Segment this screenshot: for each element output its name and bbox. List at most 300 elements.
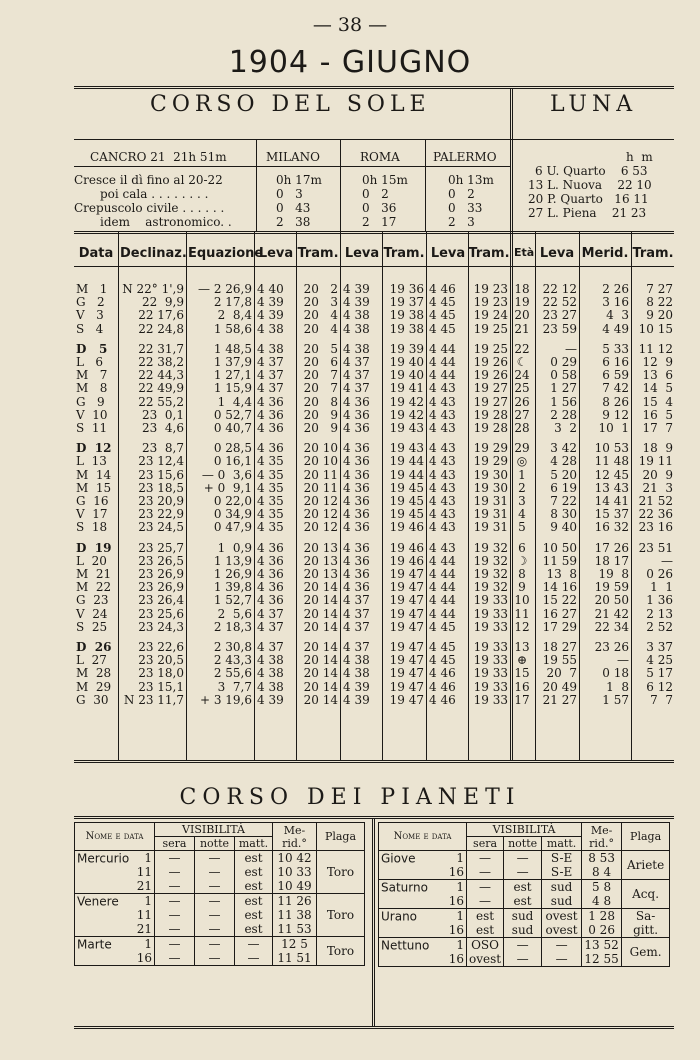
day-cell: 18 27 bbox=[542, 640, 577, 654]
day-cell: 4 39 bbox=[343, 692, 370, 707]
col-plaga: Plaga bbox=[622, 823, 670, 851]
day-cell: 15 bbox=[514, 666, 530, 681]
day-cell: 23 15,1 bbox=[138, 679, 184, 694]
day-cell: S 25 bbox=[76, 619, 108, 634]
planets-table bbox=[74, 822, 365, 966]
day-cell: 19 47 bbox=[389, 692, 424, 707]
planet-plaga: Toro bbox=[317, 894, 365, 937]
day-cell: 22 bbox=[514, 341, 530, 356]
planet-day: 1 bbox=[144, 851, 152, 865]
day-cell: 19 59 bbox=[594, 580, 629, 595]
milano-val-1: 0h 17m bbox=[276, 173, 322, 187]
day-cell: 20 13 bbox=[303, 567, 338, 581]
day-cell: 19 29 bbox=[473, 454, 508, 469]
day-cell: — bbox=[565, 341, 577, 356]
planet-sera-cell bbox=[155, 894, 195, 937]
planet-merid-cell bbox=[582, 909, 622, 938]
day-cell: 19 47 bbox=[389, 640, 424, 654]
planet-days bbox=[449, 909, 464, 937]
day-cell: 8 30 bbox=[550, 507, 577, 522]
day-cell: 4 43 bbox=[429, 520, 456, 535]
moon-hm: h m bbox=[626, 150, 653, 164]
day-cell: 20 50 bbox=[594, 593, 629, 608]
day-cell: 22 44,3 bbox=[138, 368, 184, 383]
day-cell: 4 36 bbox=[343, 480, 370, 495]
day-cell: 19 45 bbox=[389, 494, 424, 508]
col-leva-roma: Leva bbox=[344, 246, 380, 261]
day-cell: 20 49 bbox=[542, 679, 577, 694]
day-cell: 21 3 bbox=[642, 480, 673, 495]
day-cell: 0 34,9 bbox=[213, 507, 252, 522]
day-cell: 4 36 bbox=[343, 394, 370, 409]
divider bbox=[74, 266, 674, 267]
planet-merid: 13 52 bbox=[584, 938, 619, 952]
day-cell: 4 36 bbox=[343, 580, 370, 595]
day-cell: ☽ bbox=[516, 553, 528, 568]
day-cell: 23 26 bbox=[594, 640, 629, 654]
day-cell: 4 36 bbox=[257, 553, 284, 568]
day-cell: 19 26 bbox=[473, 368, 508, 383]
day-cell: 4 36 bbox=[343, 553, 370, 568]
day-cell: 16 5 bbox=[642, 407, 673, 422]
planet-name: Marte bbox=[77, 937, 112, 952]
day-cell: 20 14 bbox=[303, 619, 338, 634]
planet-sera: est bbox=[476, 909, 495, 923]
planet-row bbox=[379, 880, 670, 909]
planet-plaga: Gem. bbox=[622, 938, 670, 967]
planet-row bbox=[379, 851, 670, 880]
divider bbox=[340, 231, 341, 760]
day-cell: 19 28 bbox=[473, 407, 508, 422]
day-cell: 4 43 bbox=[429, 507, 456, 522]
day-cell: 20 14 bbox=[303, 666, 338, 681]
planet-matt: est bbox=[244, 894, 263, 908]
planet-name: Nettuno bbox=[381, 938, 430, 953]
day-cell: 23 27 bbox=[542, 308, 577, 323]
day-cell: 11 59 bbox=[542, 553, 577, 568]
day-cell: N 23 11,7 bbox=[123, 692, 184, 707]
day-cell: 23 4,6 bbox=[142, 421, 184, 435]
day-cell: 4 43 bbox=[429, 480, 456, 495]
divider bbox=[256, 139, 257, 231]
planet-plaga: Ariete bbox=[622, 851, 670, 880]
day-cell: 19 40 bbox=[389, 368, 424, 383]
roma-val-3: 0 36 bbox=[362, 201, 397, 215]
planet-day: 1 bbox=[456, 938, 464, 952]
planet-merid: 10 42 bbox=[277, 851, 312, 865]
day-cell: 19 40 bbox=[389, 355, 424, 369]
day-cell: 19 33 bbox=[473, 653, 508, 668]
day-cell: 19 bbox=[514, 295, 530, 310]
day-cell: 0 18 bbox=[602, 666, 629, 681]
day-cell: 20 14 bbox=[303, 606, 338, 621]
day-cell: 19 29 bbox=[473, 441, 508, 456]
planet-matt-cell bbox=[235, 894, 273, 937]
day-cell: 10 50 bbox=[542, 540, 577, 555]
day-cell: 22 17,6 bbox=[138, 308, 184, 323]
day-cell: 6 12 bbox=[646, 679, 673, 694]
planet-matt: ovest bbox=[545, 923, 578, 937]
day-cell: 19 38 bbox=[389, 321, 424, 336]
daylight-line-3: Crepuscolo civile . . . . . . bbox=[74, 201, 225, 215]
planet-row bbox=[379, 938, 670, 967]
day-cell: 22 55,2 bbox=[138, 394, 184, 409]
day-cell: 20 7 bbox=[303, 368, 338, 383]
day-cell: 4 37 bbox=[343, 355, 370, 369]
planet-matt-cell bbox=[235, 851, 273, 894]
day-cell: 4 37 bbox=[257, 619, 284, 634]
day-cell: 2 55,6 bbox=[213, 666, 252, 681]
col-leva-palermo: Leva bbox=[430, 246, 466, 261]
planet-merid: 8 53 bbox=[588, 851, 615, 865]
planet-sera: — bbox=[168, 922, 181, 936]
day-cell: 19 47 bbox=[389, 593, 424, 608]
planet-merid: 11 51 bbox=[277, 951, 312, 965]
daylight-line-2: poi cala . . . . . . . . bbox=[100, 187, 209, 201]
planet-sera: — bbox=[168, 908, 181, 922]
day-cell: 20 12 bbox=[303, 507, 338, 522]
day-cell: L 6 bbox=[76, 355, 104, 369]
day-cell: 11 12 bbox=[638, 341, 673, 356]
day-cell: 19 31 bbox=[473, 520, 508, 535]
day-cell: 15 37 bbox=[594, 507, 629, 522]
day-cell: 4 25 bbox=[646, 653, 673, 668]
day-cell: 20 9 bbox=[303, 421, 338, 435]
planet-matt: S-E bbox=[550, 851, 573, 865]
day-cell: 17 7 bbox=[642, 421, 673, 435]
day-cell: 8 22 bbox=[646, 295, 673, 310]
palermo-val-1: 0h 13m bbox=[448, 173, 494, 187]
planet-matt: est bbox=[244, 865, 263, 879]
page-title: 1904 - GIUGNO bbox=[228, 45, 472, 80]
day-cell: 4 39 bbox=[257, 308, 284, 323]
day-cell: M 21 bbox=[76, 567, 112, 581]
planet-matt: est bbox=[244, 879, 263, 893]
day-cell: 20 14 bbox=[303, 640, 338, 654]
day-cell: 6 19 bbox=[550, 480, 577, 495]
day-cell: 0 29 bbox=[550, 355, 577, 369]
day-cell: 4 38 bbox=[257, 653, 284, 668]
planet-name: Venere bbox=[77, 894, 119, 909]
planet-matt: est bbox=[244, 922, 263, 936]
planet-sera: — bbox=[168, 894, 181, 908]
day-cell: 14 16 bbox=[542, 580, 577, 595]
divider bbox=[535, 231, 536, 760]
divider bbox=[186, 231, 187, 760]
day-cell: 4 44 bbox=[429, 368, 456, 383]
day-cell: 19 26 bbox=[473, 355, 508, 369]
day-cell: 20 9 bbox=[303, 407, 338, 422]
moon-phase-1: 6 U. Quarto 6 53 bbox=[535, 164, 648, 178]
day-cell: 4 44 bbox=[429, 580, 456, 595]
day-cell: 4 43 bbox=[429, 540, 456, 555]
planet-matt-cell bbox=[235, 937, 273, 966]
day-cell: 4 36 bbox=[257, 394, 284, 409]
day-cell: 19 8 bbox=[598, 567, 629, 581]
col-equazione: Equazione bbox=[188, 246, 264, 261]
day-cell: 9 40 bbox=[550, 520, 577, 535]
daylight-line-1: Cresce il dì fino al 20-22 bbox=[74, 173, 223, 187]
planet-notte: — bbox=[208, 908, 221, 922]
day-cell: 23 25,6 bbox=[138, 606, 184, 621]
planet-days bbox=[449, 938, 464, 966]
planet-matt-cell bbox=[542, 851, 582, 880]
planet-name-cell bbox=[379, 938, 467, 967]
planet-sera-cell bbox=[155, 937, 195, 966]
day-cell: 4 35 bbox=[257, 454, 284, 469]
day-cell: 19 42 bbox=[389, 394, 424, 409]
planet-plaga: Acq. bbox=[622, 880, 670, 909]
col-eta: Età bbox=[514, 246, 535, 259]
day-cell: 4 36 bbox=[257, 407, 284, 422]
divider bbox=[340, 139, 341, 231]
planet-days bbox=[137, 937, 152, 965]
moon-header: LUNA bbox=[550, 92, 638, 117]
planet-merid-cell bbox=[273, 851, 317, 894]
day-cell: 1 58,6 bbox=[213, 321, 252, 336]
day-cell: 4 36 bbox=[257, 441, 284, 456]
divider bbox=[372, 818, 375, 1026]
day-cell: 4 36 bbox=[343, 567, 370, 581]
day-cell: 2 17,8 bbox=[213, 295, 252, 310]
planet-merid-cell bbox=[273, 937, 317, 966]
planet-matt: S-E bbox=[550, 865, 573, 879]
day-cell: 20 2 bbox=[303, 282, 338, 296]
day-cell: 4 37 bbox=[257, 606, 284, 621]
day-cell: 3 37 bbox=[646, 640, 673, 654]
day-cell: 4 45 bbox=[429, 619, 456, 634]
day-cell: S 11 bbox=[76, 421, 108, 435]
day-cell: 19 36 bbox=[389, 282, 424, 296]
col-tram-milano: Tram. bbox=[297, 246, 339, 261]
planet-sera: — bbox=[168, 865, 181, 879]
day-cell: 20 5 bbox=[303, 341, 338, 356]
planet-sera: — bbox=[168, 951, 181, 965]
day-cell: 19 42 bbox=[389, 407, 424, 422]
day-cell: — bbox=[617, 653, 629, 668]
planet-merid-cell bbox=[582, 938, 622, 967]
day-cell: 23 22,6 bbox=[138, 640, 184, 654]
day-cell: 1 56 bbox=[550, 394, 577, 409]
day-cell: 4 44 bbox=[429, 341, 456, 356]
day-cell: 17 bbox=[514, 692, 530, 707]
day-cell: 23 22,9 bbox=[138, 507, 184, 522]
page-number: — 38 — bbox=[312, 14, 388, 36]
day-cell: 4 40 bbox=[257, 282, 284, 296]
day-cell: 16 32 bbox=[594, 520, 629, 535]
day-cell: — bbox=[661, 553, 673, 568]
day-cell: 20 14 bbox=[303, 580, 338, 595]
day-cell: 3 2 bbox=[554, 421, 577, 435]
day-cell: 22 9,9 bbox=[142, 295, 184, 310]
day-cell: 4 36 bbox=[343, 507, 370, 522]
planet-merid: 8 4 bbox=[592, 865, 612, 879]
day-cell: 6 16 bbox=[602, 355, 629, 369]
day-cell: 4 36 bbox=[343, 454, 370, 469]
day-cell: 4 45 bbox=[429, 653, 456, 668]
day-cell: 1 57 bbox=[602, 692, 629, 707]
day-cell: 19 33 bbox=[473, 666, 508, 681]
day-cell: 22 24,8 bbox=[138, 321, 184, 336]
planet-merid: 0 26 bbox=[588, 923, 615, 937]
day-cell: 20 10 bbox=[303, 441, 338, 456]
planet-merid-cell bbox=[582, 851, 622, 880]
planet-merid: 1 28 bbox=[588, 909, 615, 923]
planet-notte: — bbox=[516, 938, 529, 952]
planet-matt-cell bbox=[542, 880, 582, 909]
day-cell: 20 13 bbox=[303, 540, 338, 555]
day-cell: 19 47 bbox=[389, 666, 424, 681]
day-cell: 3 42 bbox=[550, 441, 577, 456]
day-cell: 4 38 bbox=[343, 653, 370, 668]
planet-merid: 12 5 bbox=[281, 937, 308, 951]
day-cell: 20 14 bbox=[303, 593, 338, 608]
day-cell: 18 9 bbox=[642, 441, 673, 456]
divider bbox=[426, 231, 427, 760]
col-matt: matt. bbox=[235, 837, 273, 851]
day-cell: 2 8,4 bbox=[217, 308, 252, 323]
day-cell: 13 6 bbox=[642, 368, 673, 383]
planet-matt: est bbox=[244, 851, 263, 865]
moon-phase-4: 27 L. Piena 21 23 bbox=[528, 206, 647, 220]
day-cell: M 14 bbox=[76, 467, 112, 482]
planet-merid: 10 33 bbox=[277, 865, 312, 879]
planet-merid: 10 49 bbox=[277, 879, 312, 893]
planet-day: 16 bbox=[136, 951, 152, 965]
planet-notte-cell bbox=[195, 851, 235, 894]
planet-merid: 11 53 bbox=[277, 922, 312, 936]
planet-plaga: Sa- gitt. bbox=[622, 909, 670, 938]
day-cell: 2 52 bbox=[646, 619, 673, 634]
day-cell: 19 37 bbox=[389, 295, 424, 310]
planet-notte: — bbox=[208, 851, 221, 865]
day-cell: 5 33 bbox=[602, 341, 629, 356]
day-cell: 19 30 bbox=[473, 467, 508, 482]
day-cell: 4 45 bbox=[429, 308, 456, 323]
day-cell: 19 46 bbox=[389, 553, 424, 568]
planet-merid-cell bbox=[273, 894, 317, 937]
day-cell: 2 28 bbox=[550, 407, 577, 422]
planet-day: 16 bbox=[448, 952, 464, 966]
day-cell: 1 27,1 bbox=[213, 368, 252, 383]
day-cell: 22 38,2 bbox=[138, 355, 184, 369]
col-visibilita: VISIBILITÀ bbox=[155, 823, 273, 837]
planet-notte: — bbox=[208, 922, 221, 936]
day-cell: 4 36 bbox=[257, 580, 284, 595]
day-cell: 4 35 bbox=[257, 507, 284, 522]
moon-phase-3: 20 P. Quarto 16 11 bbox=[528, 192, 649, 206]
day-cell: ⊕ bbox=[516, 653, 528, 668]
day-cell: 15 22 bbox=[542, 593, 577, 608]
day-cell: 4 36 bbox=[257, 540, 284, 555]
day-cell: 19 30 bbox=[473, 480, 508, 495]
col-visibilita: VISIBILITÀ bbox=[467, 823, 582, 837]
planet-sera: — bbox=[479, 865, 492, 879]
planet-matt: — bbox=[247, 951, 260, 965]
planet-merid-cell bbox=[582, 880, 622, 909]
day-cell: ◎ bbox=[516, 454, 528, 469]
day-cell: 4 39 bbox=[257, 692, 284, 707]
divider bbox=[74, 166, 510, 167]
day-cell: 1 48,5 bbox=[213, 341, 252, 356]
day-cell: 4 37 bbox=[343, 368, 370, 383]
day-cell: 4 49 bbox=[602, 321, 629, 336]
bottom-rule bbox=[74, 760, 674, 763]
day-cell: 10 53 bbox=[594, 441, 629, 456]
day-cell: 1 26,9 bbox=[213, 567, 252, 581]
day-cell: D 26 bbox=[76, 640, 112, 654]
day-cell: 19 46 bbox=[389, 540, 424, 555]
day-cell: 4 28 bbox=[550, 454, 577, 469]
col-matt: matt. bbox=[542, 837, 582, 851]
day-cell: 4 46 bbox=[429, 679, 456, 694]
col-tram-roma: Tram. bbox=[383, 246, 425, 261]
divider bbox=[631, 231, 632, 760]
day-cell: 4 38 bbox=[343, 308, 370, 323]
day-cell: 4 38 bbox=[343, 341, 370, 356]
day-cell: 2 43,3 bbox=[213, 653, 252, 668]
day-cell: 23 16 bbox=[638, 520, 673, 535]
day-cell: 22 34 bbox=[594, 619, 629, 634]
col-notte: notte bbox=[195, 837, 235, 851]
day-cell: 19 32 bbox=[473, 580, 508, 595]
day-cell: 16 27 bbox=[542, 606, 577, 621]
day-cell: 19 27 bbox=[473, 381, 508, 396]
day-cell: 4 36 bbox=[343, 421, 370, 435]
planet-day: 21 bbox=[136, 922, 152, 936]
planet-sera: est bbox=[476, 923, 495, 937]
day-cell: 22 31,7 bbox=[138, 341, 184, 356]
city-palermo: PALERMO bbox=[433, 150, 497, 164]
day-cell: 20 14 bbox=[303, 679, 338, 694]
planet-notte: — bbox=[208, 937, 221, 951]
day-cell: 19 33 bbox=[473, 619, 508, 634]
divider bbox=[296, 231, 297, 760]
day-cell: G 2 bbox=[76, 295, 105, 310]
day-cell: 19 31 bbox=[473, 494, 508, 508]
city-milano: MILANO bbox=[266, 150, 320, 164]
planets-table bbox=[378, 822, 670, 967]
day-cell: D 12 bbox=[76, 441, 112, 456]
day-cell: 4 43 bbox=[429, 394, 456, 409]
day-cell: M 8 bbox=[76, 381, 108, 396]
col-data: Data bbox=[78, 246, 114, 261]
planet-sera: ovest bbox=[469, 952, 502, 966]
day-cell: D 19 bbox=[76, 540, 112, 555]
planet-name-cell bbox=[75, 851, 155, 894]
day-cell: 4 45 bbox=[429, 295, 456, 310]
day-cell: 13 43 bbox=[594, 480, 629, 495]
planet-notte: — bbox=[516, 865, 529, 879]
day-cell: 4 45 bbox=[429, 321, 456, 336]
day-cell: M 7 bbox=[76, 368, 108, 383]
day-cell: 23 18,5 bbox=[138, 480, 184, 495]
day-cell: 1 36 bbox=[646, 593, 673, 608]
planet-notte-cell bbox=[504, 938, 542, 967]
day-cell: 1 0,9 bbox=[217, 540, 252, 555]
day-cell: 4 36 bbox=[343, 540, 370, 555]
day-cell: 21 bbox=[514, 321, 530, 336]
day-cell: 13 8 bbox=[546, 567, 577, 581]
col-merid: Merid. bbox=[581, 246, 629, 261]
day-cell: 14 5 bbox=[642, 381, 673, 396]
day-cell: L 20 bbox=[76, 553, 107, 568]
day-cell: 23 20,5 bbox=[138, 653, 184, 668]
milano-val-4: 2 38 bbox=[276, 215, 311, 229]
day-cell: 18 17 bbox=[594, 553, 629, 568]
planet-row bbox=[379, 909, 670, 938]
planet-notte: sud bbox=[511, 923, 534, 937]
